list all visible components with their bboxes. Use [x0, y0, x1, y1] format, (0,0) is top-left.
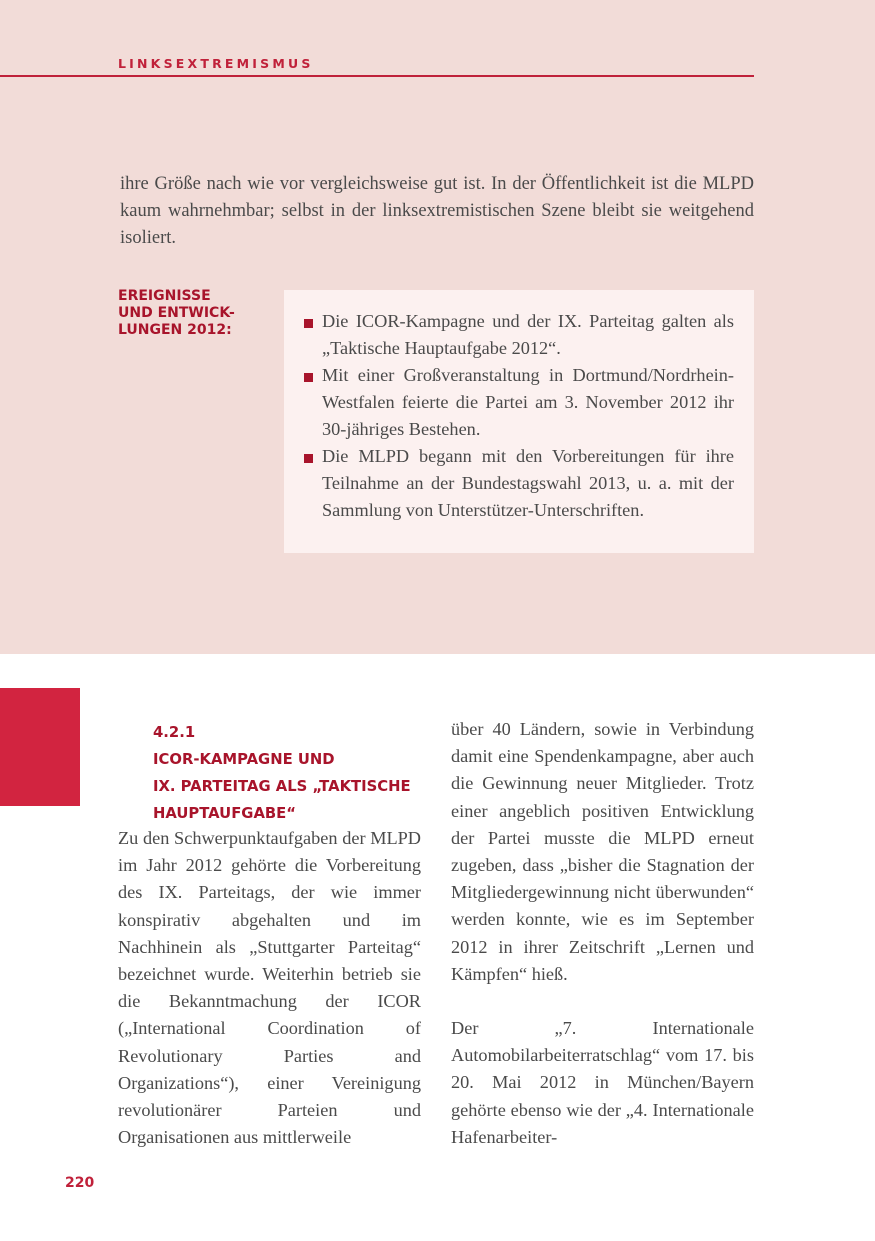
events-label: [118, 288, 268, 339]
event-item-text: Die ICOR-Kampagne und der IX. Parteitag galten als „Taktische Hauptaufgabe 2012“.: [322, 311, 734, 358]
left-column-paragraph: Zu den Schwerpunktaufgaben der MLPD im Jahr 2012 gehörte die Vorbereitung des IX. Parteitags, der wie immer konspirativ abgehalten und im Nachhinein als „Stuttgarter Parteitag“ bezeichnet wurde. Weiterhin betrieb sie die Bekanntmachung der ICOR („International Coordination of Revolutionary Parties and Organizations“), einer Vereinigung revolutionärer Parteien und Organisationen aus mittlerweile: [118, 828, 421, 1148]
right-column-paragraph: über 40 Ländern, sowie in Verbindung damit eine Spendenkampagne, aber auch die Gewinnung neuer Mitglieder. Trotz einer angeblich positiven Entwicklung der Partei musste die MLPD erneut zugeben, dass „bisher die Stagnation der Mitgliedergewinnung nicht überwunden“ werden konnte, wie es im September 2012 in ihrer Zeitschrift „Lernen und Kämpfen“ hieß.: [451, 719, 754, 984]
event-item: [322, 308, 734, 362]
header-rule: [0, 75, 754, 77]
square-bullet-icon: [304, 373, 313, 382]
section-number: 4.2.1: [153, 724, 196, 741]
square-bullet-icon: [304, 454, 313, 463]
intro-paragraph: ihre Größe nach wie vor vergleichsweise gut ist. In der Öffentlichkeit ist die MLPD kaum wahrnehmbar; selbst in der linksextremistischen Szene bleibt sie weitgehend isoliert.: [120, 174, 754, 248]
square-bullet-icon: [304, 319, 313, 328]
section-title-line: ICOR-KAMPAGNE UND: [153, 751, 335, 768]
event-item-text: Mit einer Großveranstaltung in Dortmund/Nordrhein-Westfalen feierte die Partei am 3. November 2012 ihr 30-jähriges Bestehen.: [322, 365, 734, 439]
event-item: [322, 443, 734, 524]
event-item: [322, 362, 734, 443]
events-label-line: EREIGNISSE: [118, 288, 211, 304]
section-title-line: HAUPTAUFGABE“: [153, 805, 297, 822]
section-title-line: IX. PARTEITAG ALS „TAKTISCHE: [153, 778, 411, 795]
events-label-line: LUNGEN 2012:: [118, 322, 232, 338]
page-number: 220: [65, 1175, 95, 1191]
right-column-paragraph-2: Der „7. Internationale Automobilarbeiterratschlag“ vom 17. bis 20. Mai 2012 in München/Bayern gehörte ebenso wie der „4. Internationale Hafenarbeiter-: [451, 1018, 754, 1147]
events-box: [284, 290, 754, 553]
event-item-text: Die MLPD begann mit den Vorbereitungen für ihre Teilnahme an der Bundestagswahl 2013, u. a. mit der Sammlung von Unterstützer-Unterschriften.: [322, 446, 734, 520]
events-list: [322, 308, 734, 524]
running-header-title: LINKSEXTREMISMUS: [118, 56, 314, 71]
section-heading: [153, 719, 443, 827]
events-label-line: UND ENTWICK-: [118, 305, 235, 321]
chapter-marker-tab: [0, 688, 80, 806]
